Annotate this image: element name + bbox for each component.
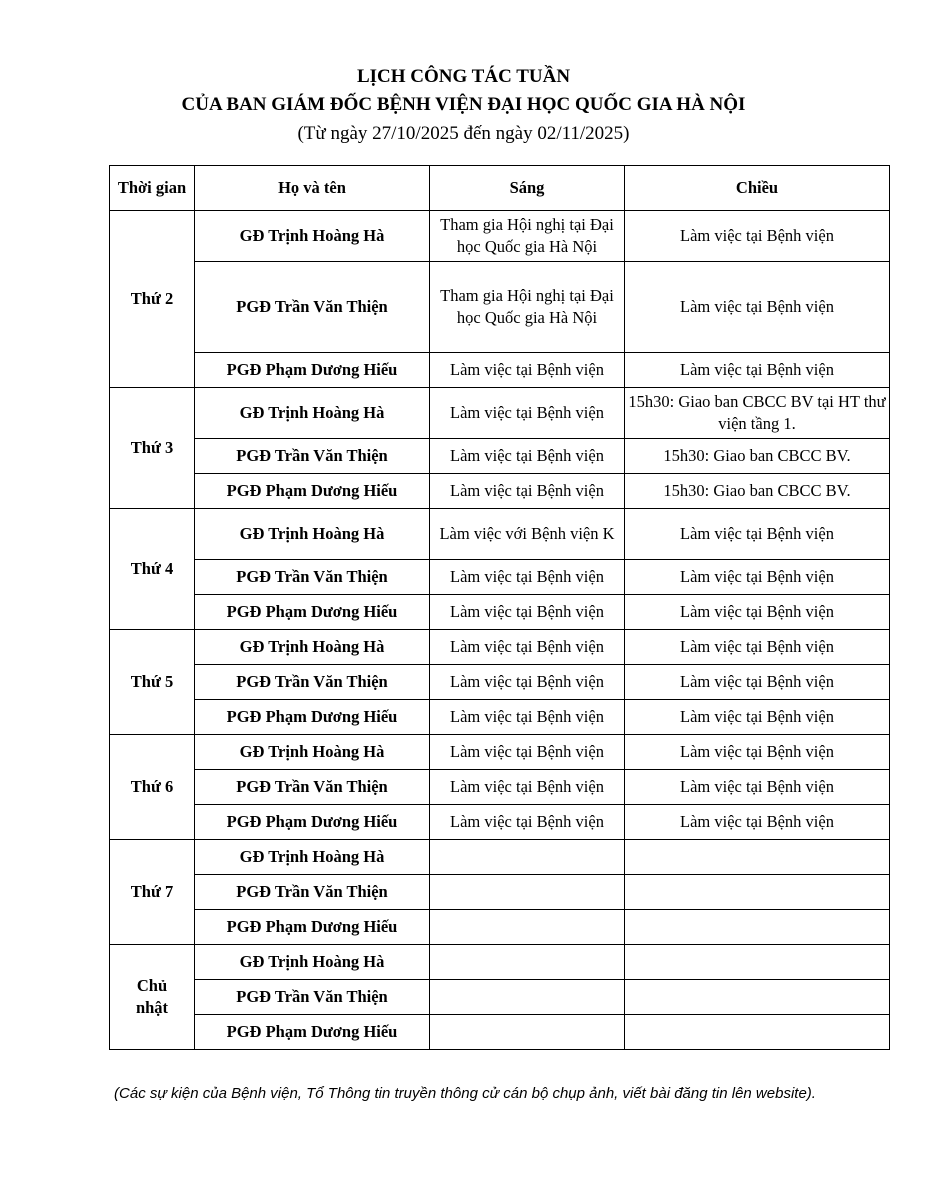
afternoon-cell: Làm việc tại Bệnh viện xyxy=(625,665,890,700)
day-cell: Thứ 7 xyxy=(110,840,195,945)
person-name: GĐ Trịnh Hoàng Hà xyxy=(195,388,430,439)
date-range: (Từ ngày 27/10/2025 đến ngày 02/11/2025) xyxy=(297,123,630,144)
morning-cell: Làm việc tại Bệnh viện xyxy=(430,474,625,509)
person-name: PGĐ Phạm Dương Hiếu xyxy=(195,595,430,630)
table-row xyxy=(110,735,890,770)
morning-cell: Làm việc với Bệnh viện K xyxy=(430,509,625,560)
person-name: GĐ Trịnh Hoàng Hà xyxy=(195,509,430,560)
table-row xyxy=(110,945,890,980)
document-subtitle: CỦA BAN GIÁM ĐỐC BỆNH VIỆN ĐẠI HỌC QUỐC GIA HÀ NỘI xyxy=(181,94,746,115)
morning-cell: Làm việc tại Bệnh viện xyxy=(430,439,625,474)
table-row xyxy=(110,875,890,910)
morning-cell xyxy=(430,910,625,945)
table-row xyxy=(110,665,890,700)
morning-cell: Làm việc tại Bệnh viện xyxy=(430,735,625,770)
afternoon-cell: Làm việc tại Bệnh viện xyxy=(625,770,890,805)
person-name: PGĐ Trần Văn Thiện xyxy=(195,665,430,700)
person-name: PGĐ Trần Văn Thiện xyxy=(195,439,430,474)
person-name: PGĐ Phạm Dương Hiếu xyxy=(195,805,430,840)
day-cell: Thứ 4 xyxy=(110,509,195,630)
table-row xyxy=(110,439,890,474)
person-name: GĐ Trịnh Hoàng Hà xyxy=(195,630,430,665)
afternoon-cell: Làm việc tại Bệnh viện xyxy=(625,595,890,630)
morning-cell: Làm việc tại Bệnh viện xyxy=(430,805,625,840)
day-cell: Thứ 5 xyxy=(110,630,195,735)
morning-cell: Làm việc tại Bệnh viện xyxy=(430,700,625,735)
afternoon-cell: Làm việc tại Bệnh viện xyxy=(625,262,890,353)
morning-cell: Làm việc tại Bệnh viện xyxy=(430,353,625,388)
morning-cell: Làm việc tại Bệnh viện xyxy=(430,560,625,595)
document-title: LỊCH CÔNG TÁC TUẦN xyxy=(356,66,571,87)
morning-cell xyxy=(430,980,625,1015)
table-row xyxy=(110,980,890,1015)
person-name: PGĐ Trần Văn Thiện xyxy=(195,980,430,1015)
morning-cell: Tham gia Hội nghị tại Đại học Quốc gia Hà Nội xyxy=(430,262,625,353)
afternoon-cell xyxy=(625,840,890,875)
morning-cell: Làm việc tại Bệnh viện xyxy=(430,595,625,630)
person-name: GĐ Trịnh Hoàng Hà xyxy=(195,840,430,875)
table-row xyxy=(110,700,890,735)
afternoon-cell: 15h30: Giao ban CBCC BV. xyxy=(625,474,890,509)
table-row xyxy=(110,770,890,805)
afternoon-cell: Làm việc tại Bệnh viện xyxy=(625,700,890,735)
table-row xyxy=(110,211,890,262)
afternoon-cell: Làm việc tại Bệnh viện xyxy=(625,509,890,560)
afternoon-cell: Làm việc tại Bệnh viện xyxy=(625,630,890,665)
footnote: (Các sự kiện của Bệnh viện, Tổ Thông tin truyền thông cử cán bộ chụp ảnh, viết bài đăng tin lên website). xyxy=(114,1085,816,1102)
header-morning: Sáng xyxy=(430,166,625,211)
afternoon-cell xyxy=(625,875,890,910)
afternoon-cell xyxy=(625,945,890,980)
table-row xyxy=(110,509,890,560)
table-row xyxy=(110,1015,890,1050)
person-name: PGĐ Trần Văn Thiện xyxy=(195,560,430,595)
afternoon-cell: Làm việc tại Bệnh viện xyxy=(625,805,890,840)
day-cell: Thứ 2 xyxy=(110,211,195,388)
morning-cell xyxy=(430,1015,625,1050)
morning-cell xyxy=(430,875,625,910)
person-name: PGĐ Phạm Dương Hiếu xyxy=(195,1015,430,1050)
table-row xyxy=(110,595,890,630)
morning-cell: Tham gia Hội nghị tại Đại học Quốc gia Hà Nội xyxy=(430,211,625,262)
header-afternoon: Chiều xyxy=(625,166,890,211)
afternoon-cell xyxy=(625,1015,890,1050)
person-name: PGĐ Phạm Dương Hiếu xyxy=(195,700,430,735)
person-name: PGĐ Phạm Dương Hiếu xyxy=(195,910,430,945)
schedule-table xyxy=(109,165,890,1050)
afternoon-cell xyxy=(625,910,890,945)
person-name: PGĐ Trần Văn Thiện xyxy=(195,770,430,805)
morning-cell: Làm việc tại Bệnh viện xyxy=(430,388,625,439)
afternoon-cell: Làm việc tại Bệnh viện xyxy=(625,211,890,262)
header-time: Thời gian xyxy=(110,166,195,211)
person-name: PGĐ Trần Văn Thiện xyxy=(195,875,430,910)
morning-cell: Làm việc tại Bệnh viện xyxy=(430,630,625,665)
person-name: PGĐ Trần Văn Thiện xyxy=(195,262,430,353)
afternoon-cell: Làm việc tại Bệnh viện xyxy=(625,735,890,770)
table-row xyxy=(110,910,890,945)
table-row xyxy=(110,388,890,439)
person-name: GĐ Trịnh Hoàng Hà xyxy=(195,945,430,980)
table-row xyxy=(110,805,890,840)
table-row xyxy=(110,630,890,665)
person-name: PGĐ Phạm Dương Hiếu xyxy=(195,353,430,388)
table-row xyxy=(110,353,890,388)
afternoon-cell: Làm việc tại Bệnh viện xyxy=(625,353,890,388)
afternoon-cell: Làm việc tại Bệnh viện xyxy=(625,560,890,595)
table-row xyxy=(110,474,890,509)
afternoon-cell: 15h30: Giao ban CBCC BV tại HT thư viện tầng 1. xyxy=(625,388,890,439)
morning-cell: Làm việc tại Bệnh viện xyxy=(430,665,625,700)
morning-cell xyxy=(430,840,625,875)
day-cell: Thứ 6 xyxy=(110,735,195,840)
afternoon-cell xyxy=(625,980,890,1015)
day-cell: Thứ 3 xyxy=(110,388,195,509)
header-name: Họ và tên xyxy=(195,166,430,211)
header-row xyxy=(110,166,890,211)
table-row xyxy=(110,262,890,353)
person-name: GĐ Trịnh Hoàng Hà xyxy=(195,211,430,262)
day-cell: Chủ nhật xyxy=(110,945,195,1050)
person-name: GĐ Trịnh Hoàng Hà xyxy=(195,735,430,770)
person-name: PGĐ Phạm Dương Hiếu xyxy=(195,474,430,509)
table-row xyxy=(110,840,890,875)
afternoon-cell: 15h30: Giao ban CBCC BV. xyxy=(625,439,890,474)
table-row xyxy=(110,560,890,595)
morning-cell: Làm việc tại Bệnh viện xyxy=(430,770,625,805)
morning-cell xyxy=(430,945,625,980)
